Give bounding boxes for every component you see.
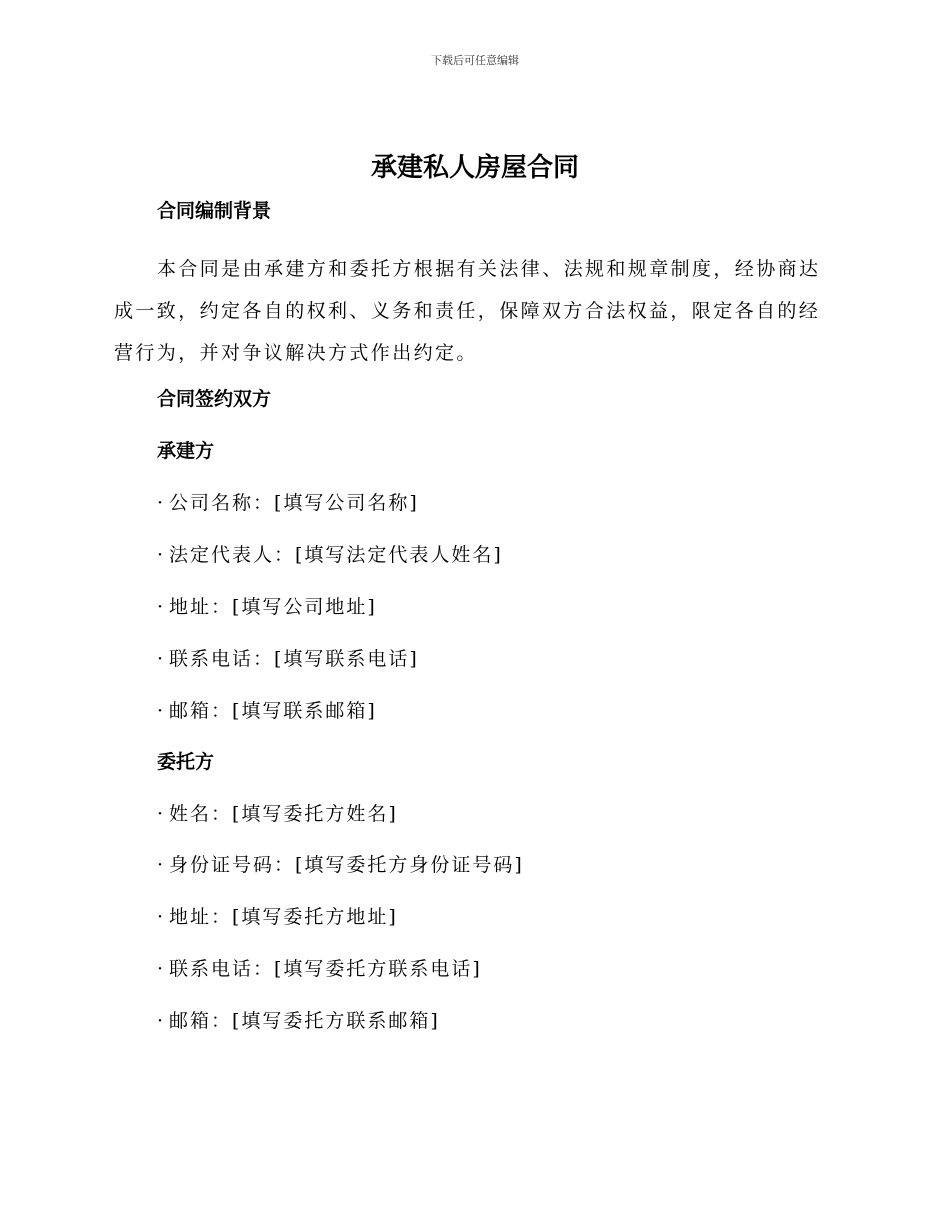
list-item-text: 公司名称：[填写公司名称] bbox=[169, 492, 419, 514]
section-heading-client: 委托方 bbox=[157, 751, 215, 773]
section-heading-background: 合同编制背景 bbox=[157, 200, 272, 222]
list-item-contractor-email bbox=[157, 698, 377, 724]
list-item-contractor-company bbox=[157, 490, 419, 516]
list-item-text: 身份证号码：[填写委托方身份证号码] bbox=[169, 854, 524, 876]
list-item-text: 邮箱：[填写联系邮箱] bbox=[169, 700, 377, 722]
list-item-text: 姓名：[填写委托方姓名] bbox=[169, 803, 398, 825]
bullet-glyph: · bbox=[157, 906, 164, 928]
list-item-text: 联系电话：[填写委托方联系电话] bbox=[169, 958, 482, 980]
list-item-text: 地址：[填写公司地址] bbox=[169, 596, 377, 618]
list-item-text: 法定代表人：[填写法定代表人姓名] bbox=[169, 544, 503, 566]
list-item-client-id-number bbox=[157, 852, 524, 878]
bullet-glyph: · bbox=[157, 492, 164, 514]
list-item-client-name bbox=[157, 801, 398, 827]
list-item-text: 地址：[填写委托方地址] bbox=[169, 906, 398, 928]
bullet-glyph: · bbox=[157, 596, 164, 618]
list-item-text: 邮箱：[填写委托方联系邮箱] bbox=[169, 1010, 440, 1032]
list-item-contractor-address bbox=[157, 594, 377, 620]
page-header: 下载后可任意编辑 bbox=[431, 54, 519, 67]
bullet-glyph: · bbox=[157, 803, 164, 825]
list-item-contractor-phone bbox=[157, 646, 419, 672]
background-paragraph: 本合同是由承建方和委托方根据有关法律、法规和规章制度，经协商达成一致，约定各自的权利、义务和责任，保障双方合法权益，限定各自的经营行为，并对争议解决方式作出约定。 bbox=[114, 258, 821, 364]
bullet-glyph: · bbox=[157, 700, 164, 722]
bullet-glyph: · bbox=[157, 544, 164, 566]
bullet-glyph: · bbox=[157, 1010, 164, 1032]
list-item-contractor-representative bbox=[157, 542, 503, 568]
section-heading-parties: 合同签约双方 bbox=[157, 388, 272, 410]
bullet-glyph: · bbox=[157, 854, 164, 876]
list-item-client-address bbox=[157, 904, 398, 930]
bullet-glyph: · bbox=[157, 648, 164, 670]
document-title: 承建私人房屋合同 bbox=[370, 153, 579, 183]
list-item-client-email bbox=[157, 1008, 440, 1034]
section-heading-contractor: 承建方 bbox=[157, 440, 215, 462]
list-item-client-phone bbox=[157, 956, 482, 982]
bullet-glyph: · bbox=[157, 958, 164, 980]
list-item-text: 联系电话：[填写联系电话] bbox=[169, 648, 419, 670]
